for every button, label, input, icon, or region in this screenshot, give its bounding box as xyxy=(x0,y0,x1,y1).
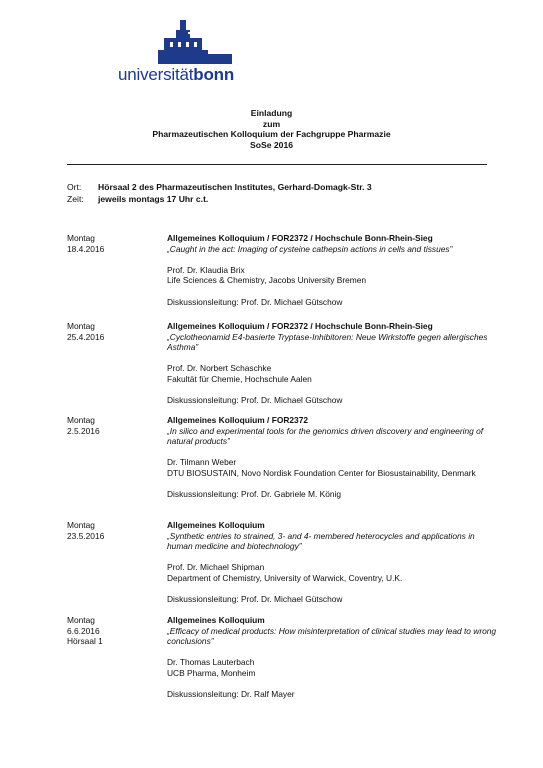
zeit-label: Zeit: xyxy=(67,194,84,204)
event-body xyxy=(167,415,497,500)
location-block xyxy=(67,181,372,205)
event-date xyxy=(67,615,157,647)
event-speaker: Dr. Tilmann Weber xyxy=(167,457,237,468)
invitation-header xyxy=(0,108,543,150)
event-date xyxy=(67,415,157,436)
event-speaker: Dr. Thomas Lauterbach xyxy=(167,657,255,668)
event-title: Allgemeines Kolloquium / FOR2372 / Hochschule Bonn-Rhein-Sieg xyxy=(167,233,433,243)
event-talk: „Cyclotheonamid E4-basierte Tryptase-Inhibitoren: Neue Wirkstoffe gegen allergisches Asthma” xyxy=(167,331,488,353)
event-talk: „In silico and experimental tools for the genomics driven discovery and engineering of natural products” xyxy=(167,425,484,447)
header-line-4: SoSe 2016 xyxy=(250,139,293,150)
event-title: Allgemeines Kolloquium xyxy=(167,615,265,625)
university-logo xyxy=(118,18,236,88)
building-icon xyxy=(118,18,236,68)
event-body xyxy=(167,321,497,406)
logo-wordmark xyxy=(118,65,234,85)
event-day: Montag xyxy=(67,520,95,530)
event-chair: Diskussionsleitung: Prof. Dr. Michael Gütschow xyxy=(167,296,343,307)
event-talk: „Efficacy of medical products: How misinterpretation of clinical studies may lead to wrong conclusions” xyxy=(167,625,497,647)
event-date-value: 6.6.2016 xyxy=(67,625,100,636)
event-title: Allgemeines Kolloquium / FOR2372 / Hochschule Bonn-Rhein-Sieg xyxy=(167,321,433,331)
event-body xyxy=(167,615,497,700)
event-speaker: Prof. Dr. Klaudia Brix xyxy=(167,264,245,275)
event-talk: „Caught in the act: Imaging of cysteine cathepsin actions in cells and tissues” xyxy=(167,243,453,254)
event-date xyxy=(67,321,157,342)
event-affiliation: UCB Pharma, Monheim xyxy=(167,667,256,678)
event-date-value: 23.5.2016 xyxy=(67,530,105,541)
event-chair: Diskussionsleitung: Prof. Dr. Michael Gütschow xyxy=(167,395,343,406)
event-talk: „Synthetic entries to strained, 3- and 4- membered heterocycles and applications in human medicine and biotechnology” xyxy=(167,530,475,552)
event-speaker: Prof. Dr. Michael Shipman xyxy=(167,562,265,573)
header-line-2: zum xyxy=(262,118,281,129)
header-line-3: Pharmazeutischen Kolloquium der Fachgruppe Pharmazie xyxy=(152,129,391,140)
event-chair: Diskussionsleitung: Prof. Dr. Michael Gütschow xyxy=(167,594,343,605)
header-line-1: Einladung xyxy=(250,108,293,118)
event-date-value: 18.4.2016 xyxy=(67,243,105,254)
ort-label: Ort: xyxy=(67,182,82,192)
event-affiliation: Department of Chemistry, University of Warwick, Coventry, U.K. xyxy=(167,572,403,583)
zeit-value: jeweils montags 17 Uhr c.t. xyxy=(98,194,209,204)
event-speaker: Prof. Dr. Norbert Schaschke xyxy=(167,363,272,374)
event-affiliation: Fakultät für Chemie, Hochschule Aalen xyxy=(167,373,312,384)
ort-value: Hörsaal 2 des Pharmazeutischen Institutes, Gerhard-Domagk-Str. 3 xyxy=(98,182,372,192)
event-body xyxy=(167,520,497,605)
event-day: Montag xyxy=(67,321,95,331)
event-day: Montag xyxy=(67,233,95,243)
logo-prefix: universität xyxy=(118,65,194,84)
event-date xyxy=(67,520,157,541)
event-chair: Diskussionsleitung: Prof. Dr. Gabriele M. König xyxy=(167,489,342,500)
event-chair: Diskussionsleitung: Dr. Ralf Mayer xyxy=(167,689,295,700)
header-divider xyxy=(67,164,487,165)
event-day: Montag xyxy=(67,415,95,425)
event-room: Hörsaal 1 xyxy=(67,636,103,647)
logo-suffix: bonn xyxy=(193,65,235,84)
event-date-value: 25.4.2016 xyxy=(67,331,105,342)
event-day: Montag xyxy=(67,615,95,625)
event-affiliation: DTU BIOSUSTAIN, Novo Nordisk Foundation Center for Biosustainability, Denmark xyxy=(167,467,476,478)
event-title: Allgemeines Kolloquium xyxy=(167,520,265,530)
event-date xyxy=(67,233,157,254)
event-title: Allgemeines Kolloquium / FOR2372 xyxy=(167,415,309,425)
event-date-value: 2.5.2016 xyxy=(67,425,100,436)
event-body xyxy=(167,233,497,307)
event-affiliation: Life Sciences & Chemistry, Jacobs University Bremen xyxy=(167,275,367,286)
